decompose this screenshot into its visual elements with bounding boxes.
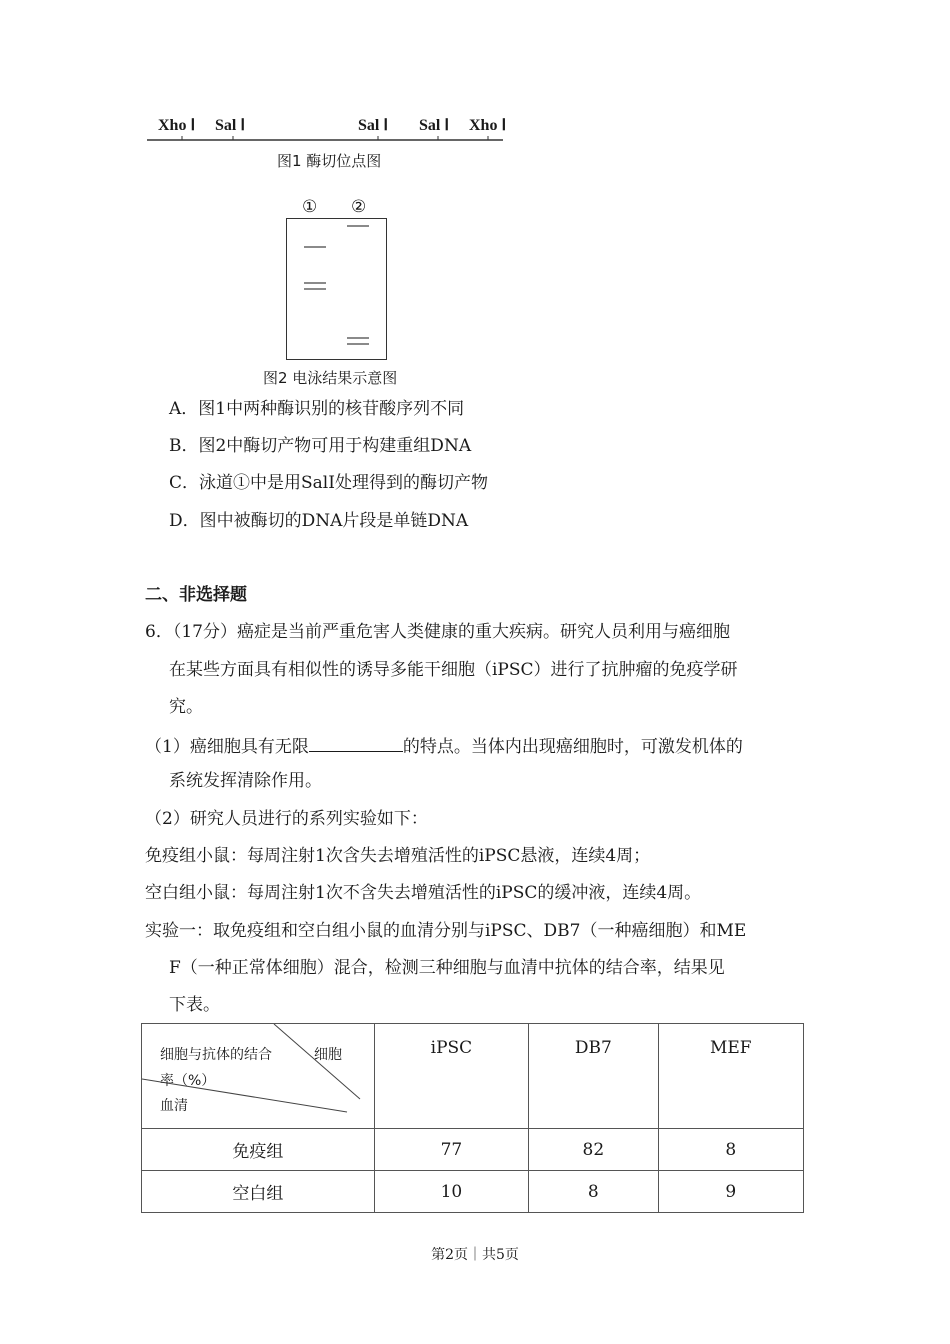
table-row [142, 1129, 804, 1171]
site-label: Sal Ⅰ [419, 117, 450, 134]
question-line: 究。 [169, 697, 203, 717]
section-title: 二、非选择题 [145, 585, 247, 605]
option-b: B．图2中酶切产物可用于构建重组DNA [169, 436, 472, 456]
table-cell: 82 [529, 1129, 658, 1171]
dna-line [145, 132, 507, 146]
table-cell: 10 [374, 1171, 528, 1213]
blank-group-desc: 空白组小鼠：每周注射1次不含失去增殖活性的iPSC的缓冲液，连续4周。 [145, 883, 702, 903]
option-d: D．图中被酶切的DNA片段是单链DNA [169, 511, 469, 531]
answer-blank[interactable] [309, 733, 403, 752]
subquestion-text: （1）癌细胞具有无限 [145, 737, 309, 757]
results-table [141, 1023, 804, 1213]
page-footer: 第2页｜共5页 [431, 1247, 519, 1263]
gel-frame [286, 218, 387, 360]
experiment-1: 实验一：取免疫组和空白组小鼠的血清分别与iPSC、DB7（一种癌细胞）和ME [145, 921, 747, 941]
lane-label: ① [302, 197, 318, 217]
subquestion-2: （2）研究人员进行的系列实验如下： [145, 809, 428, 829]
row-label: 空白组 [142, 1171, 375, 1213]
lane-label: ② [351, 197, 367, 217]
row-label: 免疫组 [142, 1129, 375, 1171]
corner-label: 率（%） [160, 1073, 216, 1089]
table-cell: 77 [374, 1129, 528, 1171]
experiment-1: 下表。 [169, 995, 220, 1015]
figure1-caption: 图1 酶切位点图 [277, 152, 382, 170]
table-row [142, 1171, 804, 1213]
site-label: Xho Ⅰ [158, 117, 196, 134]
table-corner-header [142, 1024, 375, 1129]
experiment-1: F（一种正常体细胞）混合，检测三种细胞与血清中抗体的结合率，结果见 [169, 958, 725, 978]
gel-band [304, 282, 326, 284]
question-line: 系统发挥清除作用。 [169, 771, 322, 791]
option-a: A．图1中两种酶识别的核苷酸序列不同 [169, 399, 465, 419]
column-header: iPSC [374, 1024, 528, 1129]
gel-band [304, 246, 326, 248]
question-line: 在某些方面具有相似性的诱导多能干细胞（iPSC）进行了抗肿瘤的免疫学研 [169, 660, 738, 680]
table-cell: 8 [529, 1171, 658, 1213]
question-line: 6．（17分）癌症是当前严重危害人类健康的重大疾病。研究人员利用与癌细胞 [145, 622, 730, 642]
subquestion-text: 的特点。当体内出现癌细胞时，可激发机体的 [402, 737, 743, 757]
corner-label: 细胞 [314, 1047, 342, 1063]
column-header: DB7 [529, 1024, 658, 1129]
figure2-caption: 图2 电泳结果示意图 [263, 369, 398, 387]
site-label: Xho Ⅰ [469, 117, 507, 134]
corner-label: 细胞与抗体的结合 [160, 1047, 272, 1063]
gel-band [304, 288, 326, 290]
gel-band [347, 225, 369, 227]
column-header: MEF [658, 1024, 803, 1129]
option-c: C．泳道①中是用SalI处理得到的酶切产物 [169, 473, 488, 493]
site-label: Sal Ⅰ [215, 117, 246, 134]
table-cell: 9 [658, 1171, 803, 1213]
gel-band [347, 337, 369, 339]
corner-label: 血清 [160, 1098, 188, 1114]
gel-band [347, 343, 369, 345]
subquestion-1 [145, 733, 743, 758]
site-label: Sal Ⅰ [358, 117, 389, 134]
immune-group-desc: 免疫组小鼠：每周注射1次含失去增殖活性的iPSC悬液，连续4周； [145, 846, 651, 866]
table-cell: 8 [658, 1129, 803, 1171]
